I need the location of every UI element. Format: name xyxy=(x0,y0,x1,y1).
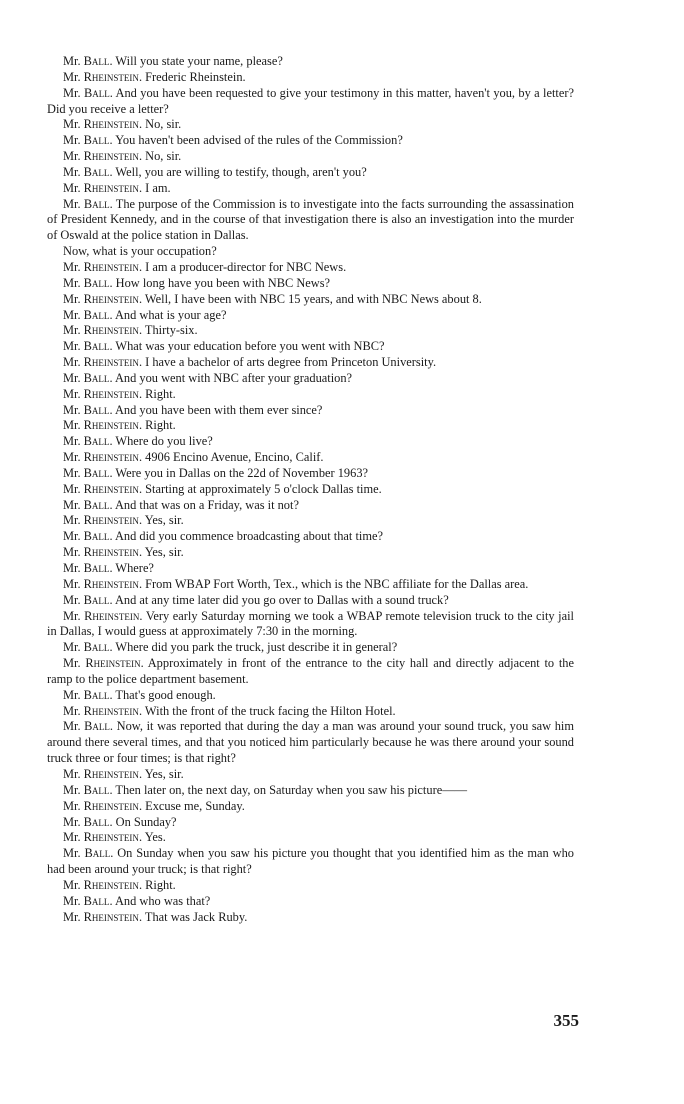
speaker-title: Mr. xyxy=(63,576,81,591)
testimony-paragraph: Mr. Ball. Now, it was reported that during the day a man was around your sound truck, you saw him around there several times, and that you noticed him particularly because he was there around your sound truck three or four times; is that right? xyxy=(47,719,574,766)
speaker-title: Mr. xyxy=(63,54,81,68)
testimony-paragraph: Mr. Rheinstein. Right. xyxy=(63,877,176,892)
paragraph-text: Right. xyxy=(145,386,176,401)
testimony-paragraph: Mr. Rheinstein. Thirty-six. xyxy=(63,323,198,338)
paragraph-text: No, sir. xyxy=(145,117,182,132)
testimony-paragraph: Mr. Ball. Were you in Dallas on the 22d of November 1963? xyxy=(63,465,369,480)
speaker-name: Ball xyxy=(83,782,110,797)
speaker-name: Rheinstein xyxy=(83,766,139,781)
testimony-paragraph: Mr. Rheinstein. I am a producer-director for NBC News. xyxy=(63,259,347,274)
paragraph-text: Now, what is your occupation? xyxy=(63,244,217,259)
paragraph-text: I am. xyxy=(145,180,171,195)
testimony-paragraph: Mr. Rheinstein. Excuse me, Sunday. xyxy=(63,798,245,813)
testimony-paragraph: Mr. Ball. Then later on, the next day, on Saturday when you saw his picture—— xyxy=(63,782,467,797)
speaker-title: Mr. xyxy=(63,85,81,100)
testimony-paragraph: Mr. Ball. On Sunday when you saw his picture you thought that you identified him as the man who had been around your truck; is that right? xyxy=(47,846,574,877)
speaker-title: Mr. xyxy=(63,766,81,781)
speaker-title: Mr. xyxy=(63,386,81,401)
testimony-paragraph: Mr. Ball. That's good enough. xyxy=(63,687,216,702)
testimony-paragraph: Mr. Ball. And you went with NBC after your graduation? xyxy=(63,370,353,385)
speaker-name: Ball xyxy=(83,196,110,211)
speaker-title: Mr. xyxy=(63,640,81,655)
speaker-title: Mr. xyxy=(63,877,81,892)
speaker-title: Mr. xyxy=(63,608,81,623)
speaker-name: Ball xyxy=(83,465,110,480)
speaker-name: Rheinstein xyxy=(85,656,141,671)
testimony-paragraph: Mr. Ball. Where? xyxy=(63,561,154,575)
testimony-paragraph: Mr. Rheinstein. No, sir. xyxy=(63,149,182,164)
testimony-paragraph: Mr. Rheinstein. With the front of the truck facing the Hilton Hotel. xyxy=(63,703,396,718)
paragraph-text: Approximately in front of the entrance to the city hall and directly adjacent to the ramp to the police department basement. xyxy=(47,656,574,686)
speaker-name: Rheinstein xyxy=(83,576,139,591)
paragraph-text: And you went with NBC after your graduation? xyxy=(114,370,353,385)
speaker-name: Ball xyxy=(83,640,110,655)
speaker-title: Mr. xyxy=(63,481,81,496)
testimony-paragraph: Mr. Rheinstein. Yes. xyxy=(63,830,166,845)
speaker-name: Rheinstein xyxy=(83,323,139,338)
paragraph-text: Where? xyxy=(115,561,154,575)
speaker-name: Ball xyxy=(83,592,110,607)
speaker-title: Mr. xyxy=(63,687,81,702)
speaker-title: Mr. xyxy=(63,656,81,671)
paragraph-text: Where did you park the truck, just describe it in general? xyxy=(115,640,398,655)
speaker-name: Rheinstein xyxy=(83,830,139,845)
testimony-paragraph: Mr. Ball. And who was that? xyxy=(63,893,211,908)
speaker-title: Mr. xyxy=(63,291,81,306)
paragraph-text: You haven't been advised of the rules of the Commission? xyxy=(115,133,403,148)
testimony-paragraph: Mr. Ball. Well, you are willing to testify, though, aren't you? xyxy=(63,164,367,179)
paragraph-text: And you have been with them ever since? xyxy=(114,402,323,417)
testimony-paragraph: Mr. Ball. And at any time later did you go over to Dallas with a sound truck? xyxy=(63,592,449,607)
speaker-title: Mr. xyxy=(63,497,81,512)
testimony-paragraph: Mr. Rheinstein. Yes, sir. xyxy=(63,513,184,528)
speaker-title: Mr. xyxy=(63,355,81,370)
testimony-paragraph: Mr. Ball. And did you commence broadcasting about that time? xyxy=(63,529,383,544)
testimony-paragraph: Mr. Ball. And you have been with them ever since? xyxy=(63,402,323,417)
speaker-name: Rheinstein xyxy=(83,386,139,401)
speaker-name: Ball xyxy=(83,687,110,702)
speaker-title: Mr. xyxy=(63,782,81,797)
paragraph-text: And what is your age? xyxy=(114,307,227,322)
speaker-name: Ball xyxy=(83,85,110,100)
testimony-paragraph xyxy=(47,244,574,260)
speaker-title: Mr. xyxy=(63,133,81,148)
speaker-title: Mr. xyxy=(63,69,81,84)
paragraph-text: The purpose of the Commission is to investigate into the facts surrounding the assassination of President Kennedy, and in the course of that investigation there is also an investigation into the murder of Oswald at the police station in Dallas. xyxy=(47,196,574,243)
speaker-name: Rheinstein xyxy=(83,149,139,164)
speaker-name: Rheinstein xyxy=(83,180,139,195)
paragraph-text: Yes, sir. xyxy=(144,766,184,781)
paragraph-text: Thirty-six. xyxy=(144,323,198,338)
speaker-title: Mr. xyxy=(63,465,81,480)
speaker-title: Mr. xyxy=(63,513,81,528)
paragraph-text: Well, you are willing to testify, though, aren't you? xyxy=(115,164,367,179)
speaker-title: Mr. xyxy=(63,561,81,575)
speaker-name: Rheinstein xyxy=(83,355,139,370)
speaker-name: Ball xyxy=(83,133,110,148)
paragraph-text: How long have you been with NBC News? xyxy=(115,275,331,290)
paragraph-text: Right. xyxy=(145,418,176,433)
testimony-paragraph: Mr. Ball. How long have you been with NBC News? xyxy=(63,275,331,290)
speaker-title: Mr. xyxy=(63,719,81,734)
speaker-name: Rheinstein xyxy=(83,877,139,892)
testimony-paragraph: Mr. Ball. On Sunday? xyxy=(63,814,177,829)
speaker-name: Rheinstein xyxy=(83,259,139,274)
paragraph-text: Where do you live? xyxy=(115,434,213,449)
speaker-name: Rheinstein xyxy=(83,545,139,560)
page-number: 355 xyxy=(553,1011,579,1030)
paragraph-text: And who was that? xyxy=(114,893,211,908)
paragraph-text: That was Jack Ruby. xyxy=(144,909,248,924)
paragraph-text: And did you commence broadcasting about that time? xyxy=(114,529,383,544)
testimony-paragraph: Mr. Rheinstein. Starting at approximately 5 o'clock Dallas time. xyxy=(63,481,382,496)
speaker-name: Ball xyxy=(83,370,110,385)
paragraph-text: Yes, sir. xyxy=(144,513,184,528)
speaker-title: Mr. xyxy=(63,418,81,433)
testimony-paragraph: Mr. Ball. You haven't been advised of the rules of the Commission? xyxy=(63,133,403,148)
speaker-name: Ball xyxy=(83,529,110,544)
paragraph-text: What was your education before you went with NBC? xyxy=(115,339,385,354)
speaker-name: Rheinstein xyxy=(83,418,139,433)
testimony-paragraph: Mr. Ball. And what is your age? xyxy=(63,307,227,322)
speaker-name: Rheinstein xyxy=(83,481,139,496)
testimony-paragraph: Mr. Rheinstein. No, sir. xyxy=(63,117,182,132)
speaker-title: Mr. xyxy=(63,164,81,179)
speaker-title: Mr. xyxy=(63,592,81,607)
testimony-paragraph: Mr. Rheinstein. From WBAP Fort Worth, Tex., which is the NBC affiliate for the Dallas area. xyxy=(63,576,529,591)
paragraph-text: Frederic Rheinstein. xyxy=(145,69,246,84)
speaker-title: Mr. xyxy=(63,830,81,845)
paragraph-text: Were you in Dallas on the 22d of November 1963? xyxy=(115,465,369,480)
speaker-title: Mr. xyxy=(63,434,81,449)
speaker-title: Mr. xyxy=(63,909,81,924)
paragraph-text: 4906 Encino Avenue, Encino, Calif. xyxy=(145,450,324,465)
testimony-paragraph: Mr. Rheinstein. That was Jack Ruby. xyxy=(63,909,248,924)
speaker-name: Ball xyxy=(83,307,110,322)
paragraph-text: And you have been requested to give your testimony in this matter, haven't you, by a letter? Did you receive a letter? xyxy=(47,85,575,116)
speaker-name: Ball xyxy=(84,719,110,734)
paragraph-text: Right. xyxy=(145,877,176,892)
testimony-paragraph: Mr. Rheinstein. Approximately in front of the entrance to the city hall and directly adjacent to the ramp to the police department basement. xyxy=(47,656,574,686)
speaker-title: Mr. xyxy=(63,339,81,354)
testimony-paragraph: Mr. Rheinstein. I am. xyxy=(63,180,171,195)
speaker-title: Mr. xyxy=(63,846,81,861)
speaker-title: Mr. xyxy=(63,180,81,195)
paragraph-text: From WBAP Fort Worth, Tex., which is the NBC affiliate for the Dallas area. xyxy=(145,576,529,591)
testimony-paragraph: Mr. Rheinstein. Right. xyxy=(63,386,176,401)
speaker-name: Rheinstein xyxy=(83,69,139,84)
paragraph-text: Then later on, the next day, on Saturday when you saw his picture—— xyxy=(115,782,467,797)
paragraph-text: I am a producer-director for NBC News. xyxy=(145,259,347,274)
testimony-paragraph: Mr. Ball. The purpose of the Commission is to investigate into the facts surrounding the assassination of President Kennedy, and in the course of that investigation there is also an investigation into the murder of Oswald at the police station in Dallas. xyxy=(47,196,574,243)
speaker-title: Mr. xyxy=(63,703,81,718)
paragraph-text: On Sunday when you saw his picture you thought that you identified him as the man who had been around your truck; is that right? xyxy=(47,846,574,877)
speaker-name: Ball xyxy=(83,339,110,354)
testimony-paragraph: Mr. Ball. Will you state your name, please? xyxy=(63,54,283,68)
speaker-name: Ball xyxy=(83,275,110,290)
paragraph-text: On Sunday? xyxy=(115,814,177,829)
paragraph-text: And that was on a Friday, was it not? xyxy=(114,497,299,512)
speaker-name: Ball xyxy=(83,814,110,829)
speaker-name: Ball xyxy=(84,846,111,861)
speaker-name: Rheinstein xyxy=(83,117,139,132)
paragraph-text: Will you state your name, please? xyxy=(115,54,283,68)
paragraph-text: Yes. xyxy=(144,830,166,845)
speaker-title: Mr. xyxy=(63,259,81,274)
speaker-name: Ball xyxy=(83,434,110,449)
testimony-paragraph: Mr. Rheinstein. Very early Saturday morning we took a WBAP remote television truck to the city jail in Dallas, I would guess at approximately 7:30 in the morning. xyxy=(47,608,574,639)
speaker-title: Mr. xyxy=(63,545,81,560)
testimony-paragraph: Mr. Rheinstein. Well, I have been with NBC 15 years, and with NBC News about 8. xyxy=(63,291,482,306)
speaker-title: Mr. xyxy=(63,323,81,338)
speaker-title: Mr. xyxy=(63,275,81,290)
speaker-title: Mr. xyxy=(63,814,81,829)
speaker-name: Ball xyxy=(83,893,110,908)
testimony-paragraph: Mr. Ball. What was your education before you went with NBC? xyxy=(63,339,385,354)
testimony-paragraph: Mr. Ball. And that was on a Friday, was it not? xyxy=(63,497,299,512)
speaker-name: Rheinstein xyxy=(83,291,139,306)
speaker-name: Ball xyxy=(83,164,110,179)
speaker-name: Rheinstein xyxy=(83,513,139,528)
paragraph-text: I have a bachelor of arts degree from Princeton University. xyxy=(145,355,437,370)
speaker-title: Mr. xyxy=(63,893,81,908)
speaker-name: Rheinstein xyxy=(83,703,139,718)
speaker-name: Rheinstein xyxy=(84,608,140,623)
paragraph-text: That's good enough. xyxy=(115,687,216,702)
speaker-title: Mr. xyxy=(63,529,81,544)
paragraph-text: Yes, sir. xyxy=(144,545,184,560)
paragraph-text: And at any time later did you go over to Dallas with a sound truck? xyxy=(114,592,449,607)
testimony-paragraph: Mr. Rheinstein. Yes, sir. xyxy=(63,545,184,560)
testimony-paragraph: Mr. Rheinstein. Yes, sir. xyxy=(63,766,184,781)
speaker-title: Mr. xyxy=(63,196,81,211)
speaker-name: Rheinstein xyxy=(83,909,139,924)
testimony-paragraph: Mr. Rheinstein. I have a bachelor of arts degree from Princeton University. xyxy=(63,355,437,370)
testimony-body xyxy=(47,54,574,925)
speaker-title: Mr. xyxy=(63,402,81,417)
paragraph-text: Starting at approximately 5 o'clock Dallas time. xyxy=(145,481,382,496)
testimony-paragraph: Mr. Rheinstein. 4906 Encino Avenue, Encino, Calif. xyxy=(63,450,324,465)
speaker-title: Mr. xyxy=(63,149,81,164)
paragraph-text: Well, I have been with NBC 15 years, and with NBC News about 8. xyxy=(144,291,482,306)
speaker-name: Ball xyxy=(83,561,110,575)
testimony-paragraph: Mr. Ball. And you have been requested to give your testimony in this matter, haven't you, by a letter? Did you receive a letter? xyxy=(47,85,575,116)
testimony-paragraph: Mr. Ball. Where do you live? xyxy=(63,434,213,449)
paragraph-text: No, sir. xyxy=(145,149,182,164)
speaker-title: Mr. xyxy=(63,117,81,132)
speaker-name: Ball xyxy=(83,497,110,512)
testimony-paragraph: Mr. Ball. Where did you park the truck, just describe it in general? xyxy=(63,640,398,655)
speaker-title: Mr. xyxy=(63,370,81,385)
speaker-title: Mr. xyxy=(63,307,81,322)
speaker-title: Mr. xyxy=(63,798,81,813)
speaker-name: Rheinstein xyxy=(83,798,139,813)
paragraph-text: Very early Saturday morning we took a WBAP remote television truck to the city jail in Dallas, I would guess at approximately 7:30 in the morning. xyxy=(47,608,574,639)
speaker-name: Ball xyxy=(83,54,110,68)
speaker-title: Mr. xyxy=(63,450,81,465)
speaker-name: Ball xyxy=(83,402,110,417)
testimony-paragraph: Mr. Rheinstein. Frederic Rheinstein. xyxy=(63,69,246,84)
paragraph-text: Excuse me, Sunday. xyxy=(145,798,245,813)
speaker-name: Rheinstein xyxy=(83,450,139,465)
testimony-paragraph: Mr. Rheinstein. Right. xyxy=(63,418,176,433)
paragraph-text: With the front of the truck facing the Hilton Hotel. xyxy=(144,703,396,718)
paragraph-text: Now, it was reported that during the day a man was around your sound truck, you saw him around there several times, and that you noticed him particularly because he was there around your sound truck three or four times; is that right? xyxy=(47,719,574,766)
